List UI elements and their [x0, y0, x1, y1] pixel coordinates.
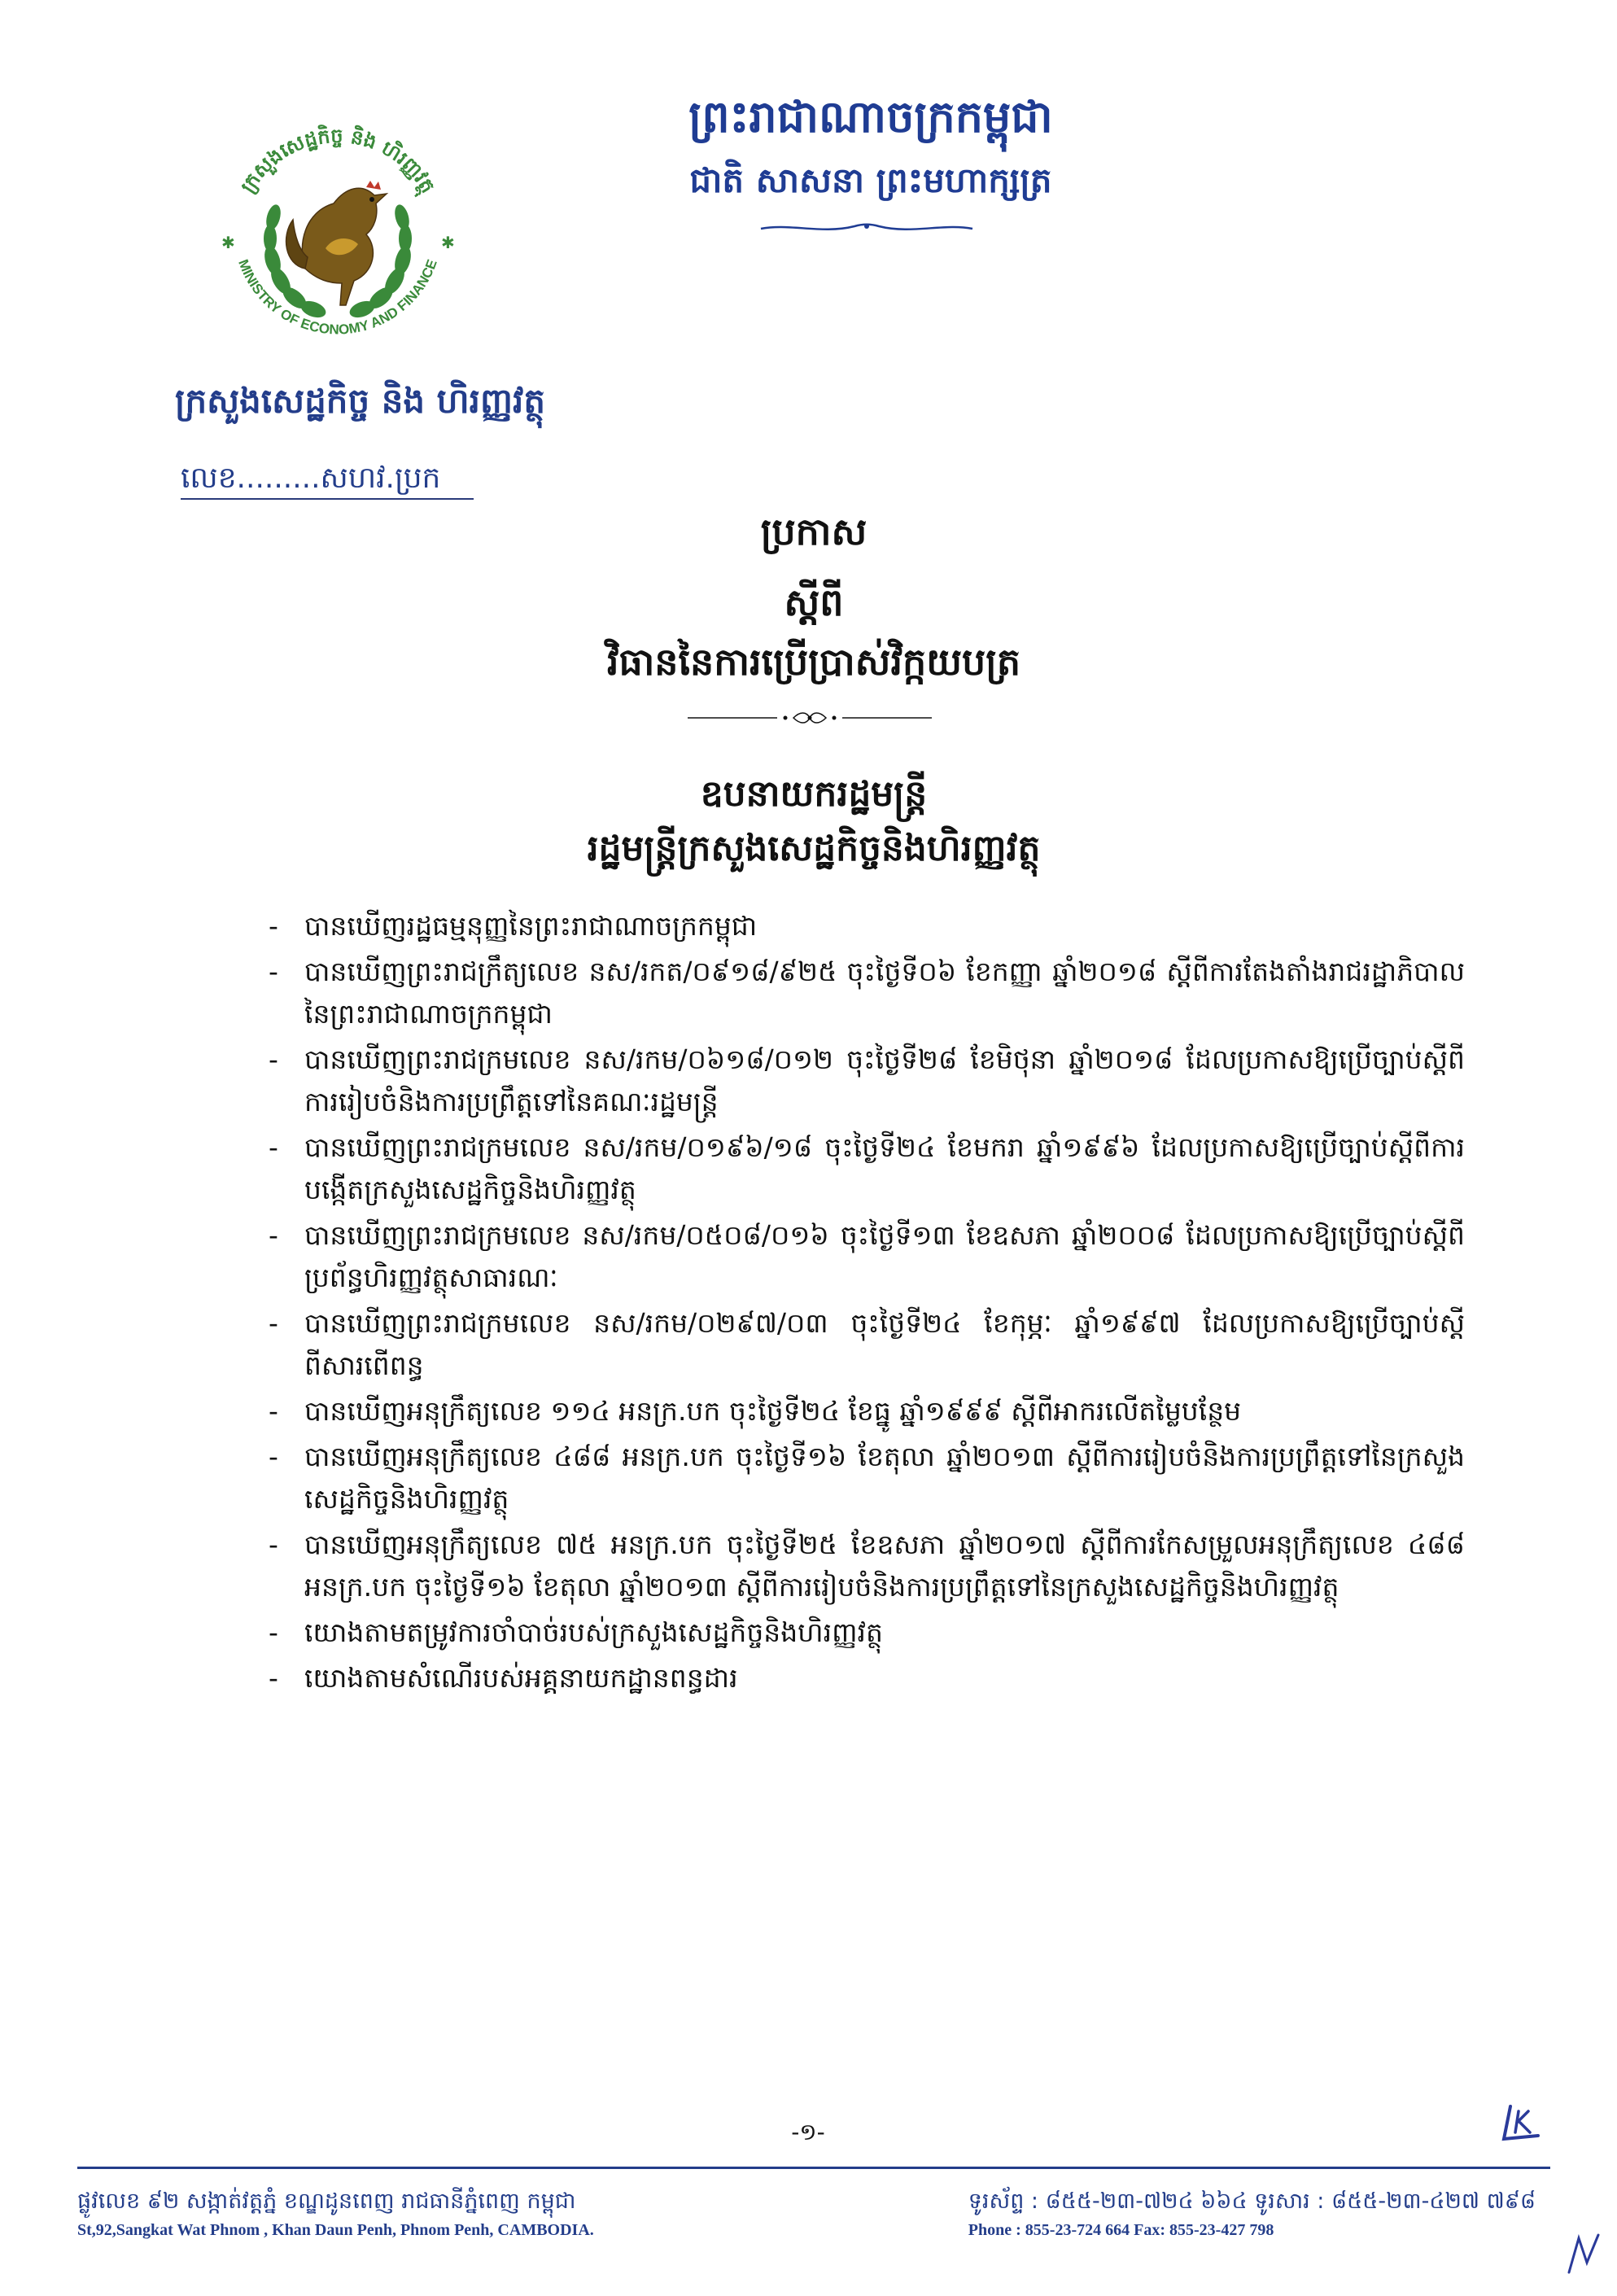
list-marker: -	[269, 1307, 278, 1339]
motto-ornament	[757, 220, 977, 238]
list-item	[269, 1390, 1465, 1432]
list-marker: -	[269, 1441, 278, 1472]
page-number: -១-	[791, 2119, 825, 2145]
signatory-ministry: រដ្ឋមន្ត្រីក្រសួងសេដ្ឋកិច្ចនិងហិរញ្ញវត្ថុ	[587, 828, 1041, 869]
footer-phone-kh: ទូរស័ព្ទ : ៨៥៥-២៣-៧២៤ ៦៦៤ ទូរសារ : ៨៥៥-២៣-៤២៧ ៧៩៨	[968, 2189, 1536, 2214]
footer-phone-en: Phone : 855-23-724 664 Fax: 855-23-427 798	[968, 2221, 1274, 2239]
list-item-text: បានឃើញព្រះរាជក្រមលេខ នស/រកម/០២៩៧/០៣ ចុះថ្ងៃទី២៤ ខែកុម្ភៈ ឆ្នាំ១៩៩៧ ដែលប្រកាសឱ្យប្រើច្បាប់ស្តីពីសារពើពន្ធ	[304, 1307, 1465, 1381]
reference-number	[181, 456, 588, 505]
list-item	[269, 1612, 1465, 1654]
list-item-text: បានឃើញអនុក្រឹត្យលេខ ១១៤ អនក្រ.បក ចុះថ្ងៃទី២៤ ខែធ្នូ ឆ្នាំ១៩៩៩ ស្តីពីអាករលើតម្លៃបន្ថែម	[304, 1395, 1242, 1427]
national-motto: ជាតិ សាសនា ព្រះមហាក្សត្រ	[689, 160, 1052, 200]
list-item-text: បានឃើញព្រះរាជក្រឹត្យលេខ នស/រកត/០៩១៨/៩២៥ ចុះថ្ងៃទី០៦ ខែកញ្ញា ឆ្នាំ២០១៨ ស្តីពីការតែងតាំងរាជរដ្ឋាភិបាលនៃព្រះរាជាណាចក្រកម្ពុជា	[304, 956, 1465, 1030]
svg-text:ក្រសួងសេដ្ឋកិច្ច និង ហិរញ្ញវត្: ក្រសួងសេដ្ឋកិច្ច និង ហិរញ្ញវត្ថុ	[236, 124, 440, 197]
list-item	[269, 1214, 1465, 1299]
list-item-text: បានឃើញព្រះរាជក្រមលេខ នស/រកម/០១៩៦/១៨ ចុះថ្ងៃទី២៤ ខែមករា ឆ្នាំ១៩៩៦ ដែលប្រកាសឱ្យប្រើច្បាប់ស្តីពីការបង្កើតក្រសួងសេដ្ឋកិច្ចនិងហិរញ្ញវត្ថុ	[304, 1131, 1465, 1205]
list-marker: -	[269, 910, 278, 942]
list-item	[269, 905, 1465, 947]
list-item	[269, 951, 1465, 1035]
subject-title: វិធាននៃការប្រើប្រាស់វិក្កយបត្រ	[606, 640, 1021, 684]
reference-number-text: លេខ.........សហវ.ប្រក	[181, 461, 441, 495]
list-marker: -	[269, 1219, 278, 1251]
document-type-title: ប្រកាស	[760, 509, 867, 553]
handwritten-initial-mark	[1496, 2100, 1545, 2149]
svg-text:✱: ✱	[221, 233, 235, 252]
list-item-text: បានឃើញព្រះរាជក្រមលេខ នស/រកម/០៥០៨/០១៦ ចុះថ្ងៃទី១៣ ខែឧសភា ឆ្នាំ២០០៨ ដែលប្រកាសឱ្យប្រើច្បាប់ស្តីពីប្រព័ន្ធហិរញ្ញវត្ថុសាធារណៈ	[304, 1219, 1465, 1293]
list-item	[269, 1436, 1465, 1520]
list-item-text: បានឃើញព្រះរាជក្រមលេខ នស/រកម/០៦១៨/០១២ ចុះថ្ងៃទី២៨ ខែមិថុនា ឆ្នាំ២០១៨ ដែលប្រកាសឱ្យប្រើច្បាប់ស្តីពីការរៀបចំនិងការប្រព្រឹត្តទៅនៃគណៈរដ្ឋមន្ត្រី	[304, 1043, 1465, 1117]
list-item-text: បានឃើញអនុក្រឹត្យលេខ ៤៨៨ អនក្រ.បក ចុះថ្ងៃទី១៦ ខែតុលា ឆ្នាំ២០១៣ ស្តីពីការរៀបចំនិងការប្រព្រឹត្តទៅនៃក្រសួងសេដ្ឋកិច្ចនិងហិរញ្ញវត្ថុ	[304, 1441, 1465, 1515]
ministry-name: ក្រសួងសេដ្ឋកិច្ច និង ហិរញ្ញវត្ថុ	[175, 381, 545, 421]
ministry-seal-logo	[203, 106, 472, 374]
footer-address-en: St,92,Sangkat Wat Phnom , Khan Daun Penh, Phnom Penh, CAMBODIA.	[77, 2221, 594, 2239]
svg-text:✱: ✱	[441, 233, 455, 252]
list-marker: -	[269, 1043, 278, 1075]
list-item	[269, 1657, 1465, 1699]
list-marker: -	[269, 1131, 278, 1163]
list-item	[269, 1039, 1465, 1123]
list-marker: -	[269, 1616, 278, 1648]
footer-address-kh: ផ្លូវលេខ ៩២ សង្កាត់វត្តភ្នំ ខណ្ឌដូនពេញ រាជធានីភ្នំពេញ កម្ពុជា	[77, 2189, 576, 2214]
footer-divider	[77, 2167, 1550, 2169]
footer-address	[77, 2185, 594, 2242]
list-item	[269, 1524, 1465, 1608]
list-item-text: បានឃើញអនុក្រឹត្យលេខ ៧៥ អនក្រ.បក ចុះថ្ងៃទី២៥ ខែឧសភា ឆ្នាំ២០១៧ ស្តីពីការកែសម្រួលអនុក្រឹត្យលេខ ៤៨៨ អនក្រ.បក ចុះថ្ងៃទី១៦ ខែតុលា ឆ្នាំ២០១៣ ស្តីពីការរៀបចំនិងការប្រព្រឹត្តទៅនៃក្រសួងសេដ្ឋកិច្ចនិងហិរញ្ញវត្ថុ	[304, 1528, 1465, 1603]
signatory-position: ឧបនាយករដ្ឋមន្ត្រី	[700, 773, 928, 815]
list-marker: -	[269, 1528, 278, 1560]
list-marker: -	[269, 1662, 278, 1694]
footer-contact	[968, 2185, 1536, 2242]
list-item	[269, 1126, 1465, 1211]
corner-pen-mark	[1562, 2230, 1603, 2279]
preamble-list	[269, 905, 1465, 1703]
list-item-text: បានឃើញរដ្ឋធម្មនុញ្ញនៃព្រះរាជាណាចក្រកម្ពុជា	[304, 910, 758, 942]
list-item-text: យោងតាមតម្រូវការចាំបាច់របស់ក្រសួងសេដ្ឋកិច្ចនិងហិរញ្ញវត្ថុ	[304, 1616, 883, 1648]
reference-underline	[181, 498, 474, 500]
list-marker: -	[269, 1395, 278, 1427]
about-label: ស្តីពី	[784, 580, 844, 624]
kingdom-heading: ព្រះរាជាណាចក្រកម្ពុជា	[688, 91, 1053, 142]
svg-text:MINISTRY OF ECONOMY AND FINANC: MINISTRY OF ECONOMY AND FINANCE	[235, 257, 440, 338]
list-item-text: យោងតាមសំណើរបស់អគ្គនាយកដ្ឋានពន្ធដារ	[304, 1662, 738, 1694]
list-item	[269, 1302, 1465, 1387]
title-divider	[688, 708, 932, 728]
list-marker: -	[269, 956, 278, 987]
